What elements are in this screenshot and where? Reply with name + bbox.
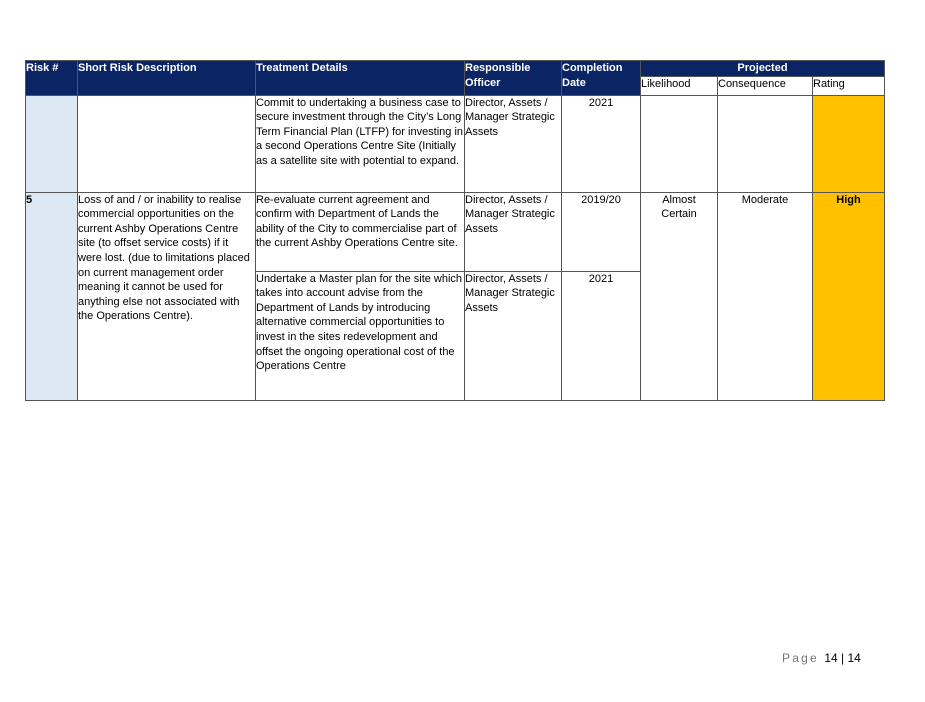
responsible-officer-cell: Director, Assets / Manager Strategic Assets [465,192,562,271]
rating-cell [813,95,885,192]
consequence-cell: Moderate [718,192,813,400]
consequence-cell [718,95,813,192]
header-projected: Projected [641,61,885,77]
page-footer [782,651,861,665]
page-label: Page [782,651,819,665]
header-risk-number: Risk # [26,61,78,96]
header-treatment-details: Treatment Details [256,61,465,96]
header-rating: Rating [813,76,885,95]
rating-cell: High [813,192,885,400]
likelihood-cell [641,95,718,192]
treatment-details-cell: Re-evaluate current agreement and confirm with Department of Lands the ability of the City to commercialise part of the current Ashby Operations Centre site. [256,192,465,271]
table-row [26,95,885,192]
header-responsible-officer: Responsible Officer [465,61,562,96]
short-description-cell [78,95,256,192]
header-completion-date: Completion Date [562,61,641,96]
header-consequence: Consequence [718,76,813,95]
header-row [26,61,885,77]
completion-date-cell: 2021 [562,271,641,400]
responsible-officer-cell: Director, Assets / Manager Strategic Assets [465,271,562,400]
treatment-details-cell: Commit to undertaking a business case to secure investment through the City’s Long Term Financial Plan (LTFP) for investing in a second Operations Centre Site (Initially as a satellite site with potential to expand. [256,95,465,192]
header-likelihood: Likelihood [641,76,718,95]
table-row [26,192,885,271]
completion-date-cell: 2021 [562,95,641,192]
header-short-description: Short Risk Description [78,61,256,96]
risk-treatment-table [25,60,885,401]
risk-number-cell [26,95,78,192]
responsible-officer-cell: Director, Assets / Manager Strategic Assets [465,95,562,192]
completion-date-cell: 2019/20 [562,192,641,271]
risk-number-cell: 5 [26,192,78,400]
treatment-details-cell: Undertake a Master plan for the site which takes into account advise from the Department of Lands by introducing alternative commercial opportunities to invest in the sites redevelopment and offset the ongoing operational cost of the Operations Centre [256,271,465,400]
short-description-cell: Loss of and / or inability to realise commercial opportunities on the current Ashby Operations Centre site (to offset service costs) if it were lost. (due to limitations placed on current management order meaning it cannot be used for anything else not associated with the Operations Centre). [78,192,256,400]
likelihood-cell: Almost Certain [641,192,718,400]
page-number: 14 | 14 [824,651,861,665]
